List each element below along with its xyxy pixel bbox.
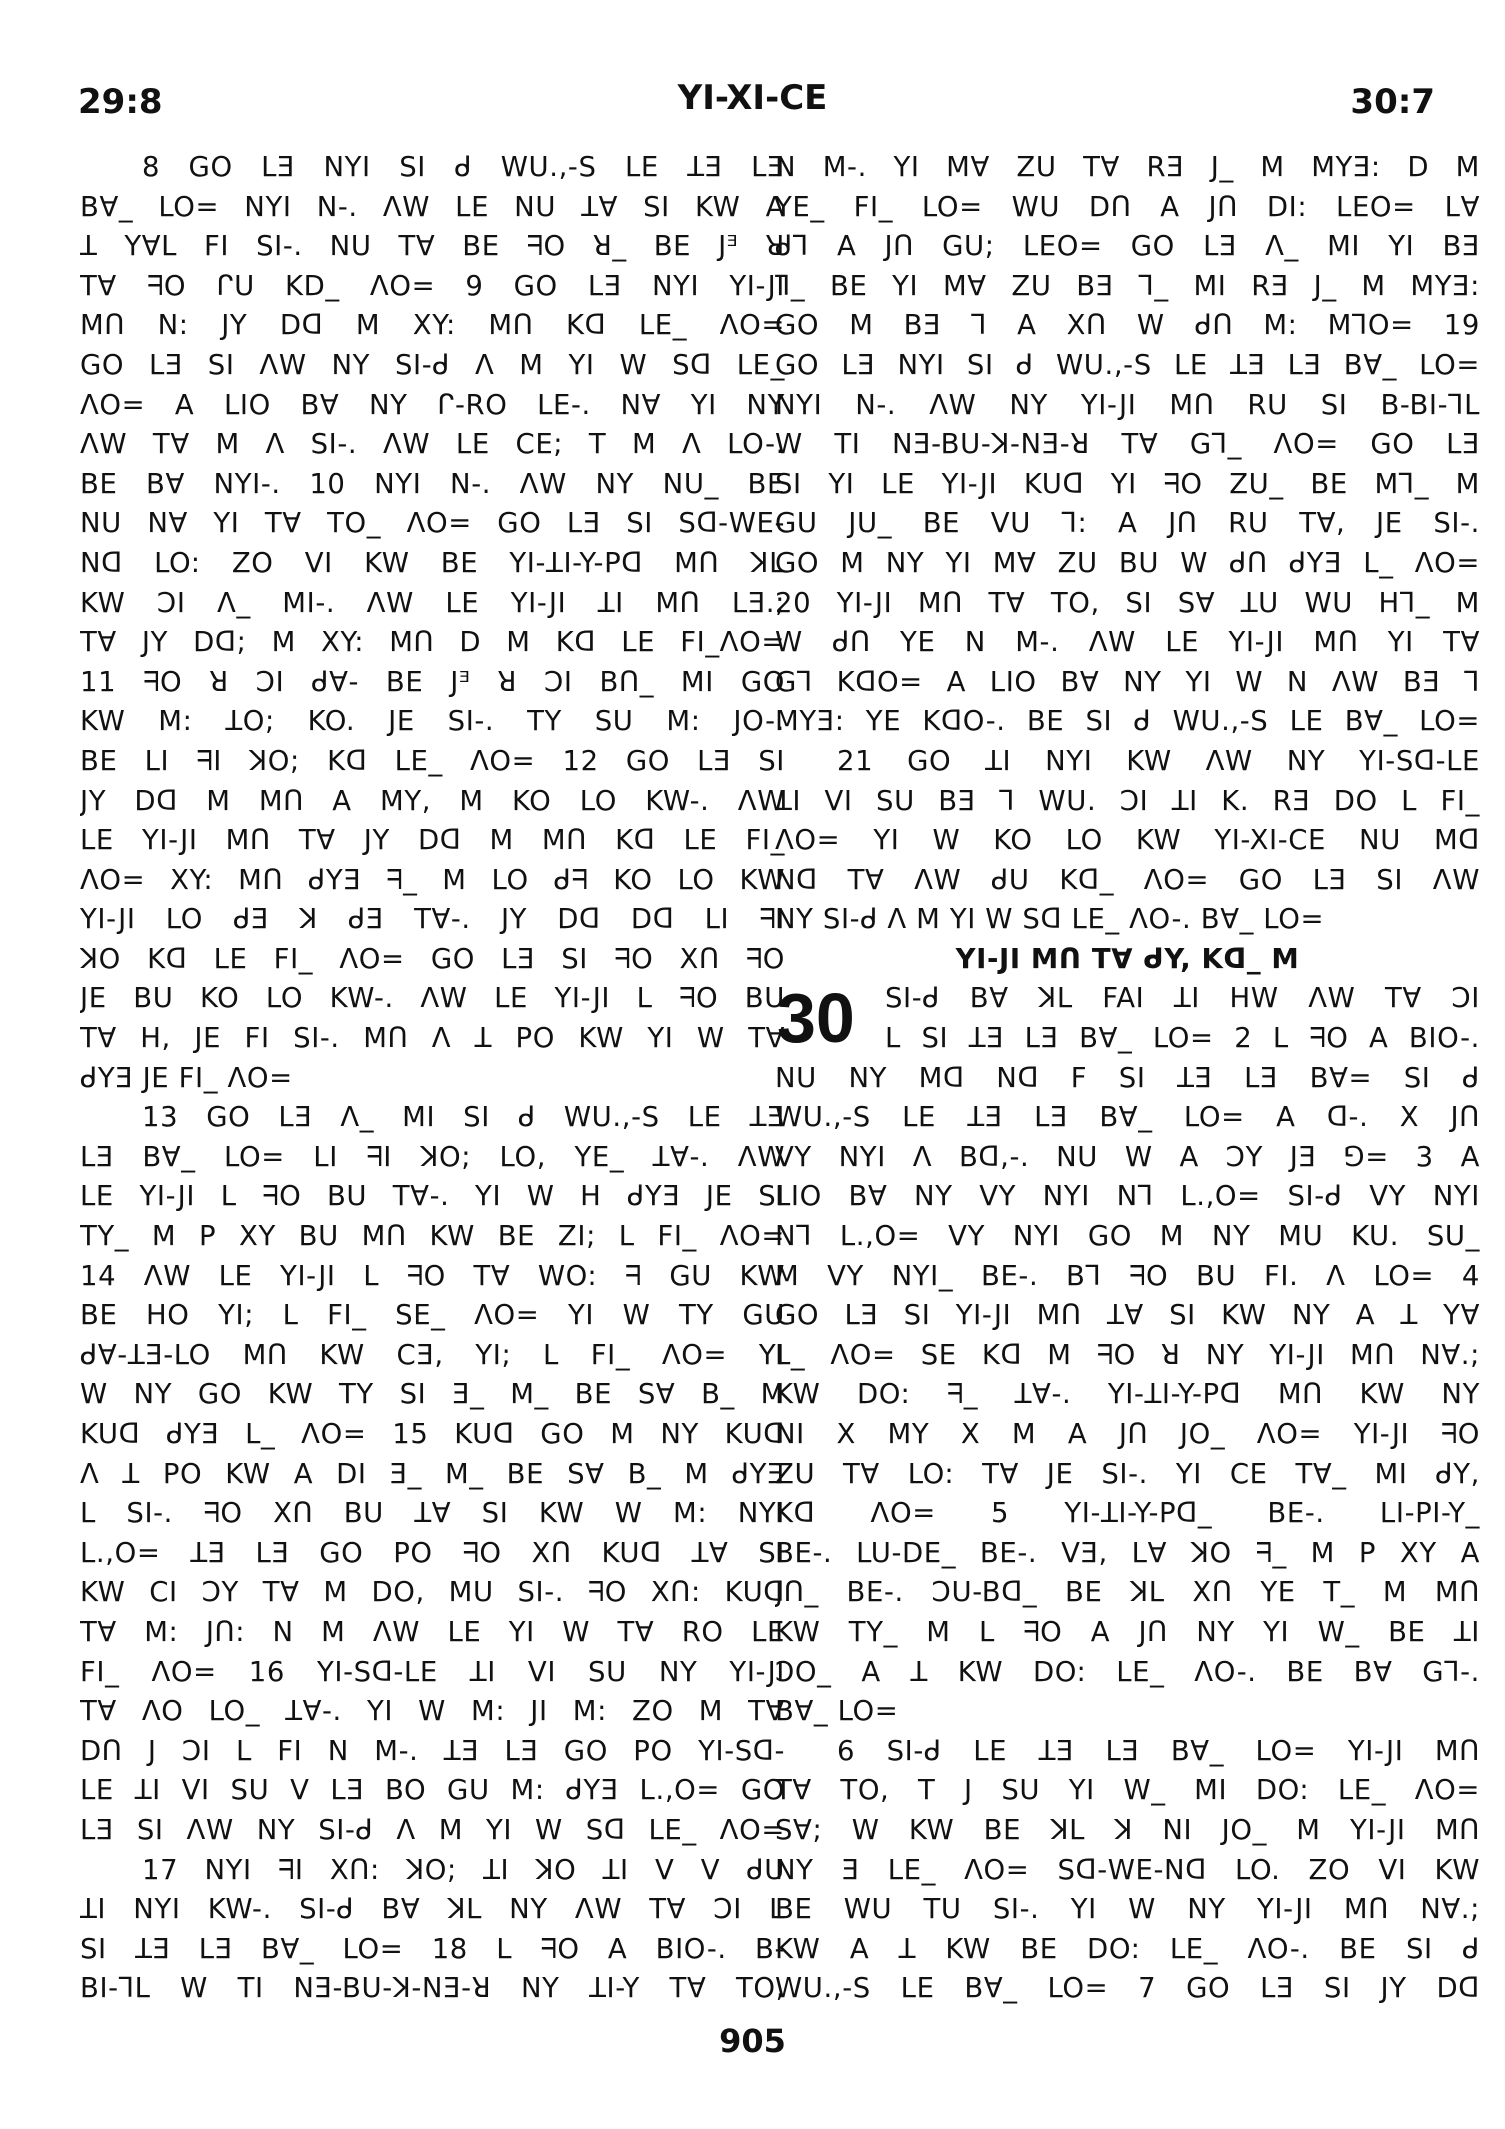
text-line: Gꓶ KᗡO= A LIO Bꓯ NY YI W N ꓥW BƎ ꓶ xyxy=(775,665,1480,698)
text-line: L SI ꓕƎ LƎ Bꓯ_ LO= 2 L ᖷO A BIO-. xyxy=(885,1022,1480,1055)
chapter-heading: YI-JI Mᑎ Tꓯ ᑯY, Kᗡ_ M xyxy=(955,942,1300,975)
text-line: ꓕI NYI KW-. SI-ᑯ Bꓯ ꓘL NY ꓥW Tꓯ ϽI L xyxy=(80,1893,785,1926)
text-line: GO M BƎ ꓶ A Xᑎ W ᑯᑎ M: MꓶO= 19 xyxy=(775,309,1480,342)
text-line: 8 GO LƎ NYI SI ᑯ WU.,-S LE ꓕƎ LƎ xyxy=(142,151,785,183)
text-line: W TI NƎ-BU-ꓘ-NƎ-ꓤ Tꓯ Gꓶ_ ꓥO= GO LƎ xyxy=(775,428,1480,461)
verse-range-end: 30:7 xyxy=(1350,82,1435,122)
text-line: WU.,-S LE ꓕƎ LƎ Bꓯ_ LO= A ᗡ-. X Jᑎ xyxy=(775,1101,1480,1134)
text-line: ᑯYƎ JE FI_ ꓥO= xyxy=(80,1061,293,1094)
text-line: GU JU_ BE VU ꓶ: A Jᑎ RU Tꓯ, JE SI-. xyxy=(775,507,1480,540)
text-line: JE BU KO LO KW-. ꓥW LE YI-JI L ᖷO BU xyxy=(80,982,785,1015)
running-head xyxy=(70,72,1435,122)
text-line: L_ ꓥO= SE Kᗡ M ᖷO ꓤ NY YI-JI Mᑎ Nꓯ.; xyxy=(775,1338,1480,1371)
text-line: KW TY_ M L ᖷO A Jᑎ NY YI W_ BE ꓕI xyxy=(775,1615,1480,1648)
chapter-opening xyxy=(775,979,1480,1058)
text-line: NU Nꓯ YI Tꓯ TO_ ꓥO= GO LƎ SI Sᗡ-WE- xyxy=(80,507,785,540)
text-line: JY Dᗡ M Mᑎ A MY, M KO LO KW-. ꓥW xyxy=(80,784,785,817)
text-line: YE_ FI_ LO= WU Dᑎ A Jᑎ DI: LEO= Lꓯ xyxy=(775,190,1480,223)
text-line: LE YI-JI L ᖷO BU Tꓯ-. YI W H ᑯYƎ JE SI xyxy=(80,1180,785,1213)
text-line: Mᑎ N: JY Dᗡ M XY: Mᑎ Kᗡ LE_ ꓥO= xyxy=(80,309,785,342)
text-line: ϽO_ A ꓕ KW DO: LE_ ꓥO-. BE Bꓯ Gꓶ-. xyxy=(775,1655,1480,1688)
text-line: VY NYI ꓥ Bᗡ,-. NU W A ϽY JƎ ⅁= 3 A xyxy=(775,1140,1480,1173)
text-line: SI-ᑯ Bꓯ ꓘL FAI ꓕI HW ꓥW Tꓯ ϽI xyxy=(885,982,1480,1015)
text-line: Bꓯ_ LO= xyxy=(775,1695,899,1728)
text-line: LƎ SI ꓥW NY SI-ᑯ ꓥ M YI W Sᗡ LE_ ꓥO= xyxy=(80,1813,785,1846)
book-title: YI-XI-CE xyxy=(677,78,828,118)
text-line: W ᑯᑎ YE N M-. ꓥW LE YI-JI Mᑎ YI Tꓯ xyxy=(775,626,1480,659)
text-line: 14 ꓥW LE YI-JI L ᖷO Tꓯ WO: ᖷ GU KW xyxy=(80,1259,785,1292)
text-line: L.,O= ꓕƎ LƎ GO PO ᖷO Xᑎ KUᗡ ꓕꓯ SI xyxy=(80,1536,785,1569)
verse-range-start: 29:8 xyxy=(78,82,163,122)
text-line: FI_ ꓥO= 16 YI-Sᗡ-LE ꓕI VI SU NY YI-JI xyxy=(80,1655,785,1688)
text-line: N M-. YI Mꓯ ZU Tꓯ RƎ J_ M MYƎ: D M xyxy=(775,151,1480,183)
text-line: BE-. LU-DE_ BE-. VƎ, Lꓯ ꓘO ᖷ_ M P XY A xyxy=(775,1536,1480,1569)
text-line: BE WU TU SI-. YI W NY YI-JI Mᑎ Nꓯ.; xyxy=(775,1893,1480,1926)
text-line: BE LI ᖷI ꓘO; Kᗡ LE_ ꓥO= 12 GO LƎ SI xyxy=(80,744,785,777)
text-line: 17 NYI ᖷI Xᑎ: ꓘO; ꓕI ꓘO ꓕI V V ᑯU xyxy=(142,1853,785,1886)
text-line: ꓥO= YI W KO LO KW YI-XI-CE NU Mᗡ xyxy=(775,824,1480,857)
text-line: 11 ᖷO ꓤ ϽI ᑯꓯ- BE Jᴲ ꓤ ϽI Bᑎ_ MI GO xyxy=(80,665,785,698)
text-line: GO LƎ NYI SI ᑯ WU.,-S LE ꓕƎ LƎ Bꓯ_ LO= xyxy=(775,348,1480,381)
text-line: Dᑎ J ϽI L FI N M-. ꓕƎ LƎ GO PO YI-Sᗡ- xyxy=(80,1734,785,1767)
text-line: GO LƎ SI YI-JI Mᑎ ꓕꓯ SI KW NY A ꓕ Yꓯ xyxy=(775,1299,1480,1332)
text-line: TY_ M P XY BU Mᑎ KW BE ZI; L FI_ ꓥO= xyxy=(80,1220,785,1253)
text-line: GO LƎ SI ꓥW NY SI-ᑯ ꓥ M YI W Sᗡ LE_ xyxy=(80,348,785,381)
text-line: BE Bꓯ NYI-. 10 NYI N-. ꓥW NY NU_ BE xyxy=(80,467,785,500)
text-line: Nᗡ LO: ZO VI KW BE YI-ꓕI-Y-Pᗡ Mᑎ ꓘL xyxy=(80,546,785,579)
text-line: LE ꓕI VI SU V LƎ BO GU M: ᑯYƎ L.,O= GO xyxy=(80,1774,785,1807)
text-line: Nꓶ L.,O= VY NYI GO M NY MU KU. SU_ xyxy=(775,1220,1480,1253)
text-line: ᑯꓯ-ꓕƎ-LO Mᑎ KW CƎ, YI; L FI_ ꓥO= YI xyxy=(80,1338,785,1371)
text-line: SI YI LE YI-JI KUᗡ YI ᖷO ZU_ BE Mꓶ_ M xyxy=(775,467,1480,500)
text-line: Sꓯ; W KW BE ꓘL ꓘ NI JO_ M YI-JI Mᑎ xyxy=(775,1813,1480,1846)
text-line: Jᑎ_ BE-. ϽU-Bᗡ_ BE ꓘL Xᑎ YE T_ M Mᑎ xyxy=(775,1576,1480,1609)
text-line: KW A ꓕ KW BE DO: LE_ ꓥO-. BE SI ᑯ xyxy=(775,1932,1480,1965)
text-line: Nᗡ Tꓯ ꓥW ᑯU Kᗡ_ ꓥO= GO LƎ SI ꓥW xyxy=(775,863,1480,896)
text-line: BI-ꓶL W TI NƎ-BU-ꓘ-NƎ-ꓤ NY ꓕI-Y Tꓯ TO, xyxy=(80,1972,785,2005)
text-line: W NY GO KW TY SI Ǝ_ M_ BE Sꓯ B_ M xyxy=(80,1378,785,1411)
text-line: ꓥO= XY: Mᑎ ᑯYƎ ᖷ_ M LO ᑯᖷ KO LO KW xyxy=(80,863,785,896)
text-line: NY Ǝ LE_ ꓥO= Sᗡ-WE-Nᗡ LO. ZO VI KW xyxy=(775,1853,1480,1886)
text-line: NU NY Mᗡ Nᗡ F SI ꓕƎ LƎ Bꓯ= SI ᑯ xyxy=(775,1061,1480,1094)
text-line: NY SI-ᑯ ꓥ M YI W Sᗡ LE_ ꓥO-. Bꓯ_ LO= xyxy=(775,903,1325,936)
text-line: KUᗡ ᑯYƎ L_ ꓥO= 15 KUᗡ GO M NY KUᗡ xyxy=(80,1418,785,1450)
text-line: KW DO: ᖷ_ ꓕꓯ-. YI-ꓕI-Y-Pᗡ Mᑎ KW NY xyxy=(775,1378,1480,1411)
left-column xyxy=(80,148,785,2009)
text-line: MYƎ: YE KᗡO-. BE SI ᑯ WU.,-S LE Bꓯ_ LO= xyxy=(775,705,1480,738)
text-line: ꓕI VI SU BƎ ꓶ WU. ϽI ꓕI K. RƎ DO L FI_ xyxy=(775,784,1480,817)
text-line: Tꓯ TO, T J SU YI W_ MI DO: LE_ ꓥO= xyxy=(775,1774,1480,1807)
text-line: ꓘO Kᗡ LE FI_ ꓥO= GO LƎ SI ᖷO Xᑎ ᖷO xyxy=(80,942,785,975)
text-line: ꓥO= A LIO Bꓯ NY ᒋ-RO LE-. Nꓯ YI NY xyxy=(80,388,785,421)
text-line: Kᗡ ꓥO= 5 YI-ꓕI-Y-Pᗡ_ BE-. LI-PI-Y_ xyxy=(775,1497,1480,1530)
chapter-number: 30 xyxy=(777,979,855,1058)
text-line: 6 SI-ᑯ LE ꓕƎ LƎ Bꓯ_ LO= YI-JI Mᑎ xyxy=(837,1734,1480,1767)
text-line: GO M NY YI Mꓯ ZU BU W ᑯᑎ ᑯYƎ L_ ꓥO= xyxy=(775,546,1480,579)
text-line: L SI-. ᖷO Xᑎ BU ꓕꓯ SI KW W M: NYI xyxy=(80,1497,785,1530)
text-line: KW CI ϽY Tꓯ M DO, MU SI-. ᖷO Xᑎ: KUᗡ xyxy=(80,1576,785,1609)
text-line: ꓕ YꓯL FI SI-. NU Tꓯ BE ᖷO ꓤ_ BE Jᴲ ꓤ xyxy=(80,230,785,263)
text-line: Bꓯ_ LO= NYI N-. ꓥW LE NU ꓕꓯ SI KW A xyxy=(80,190,785,223)
text-line: ꓥ ꓕ PO KW A DI Ǝ_ M_ BE Sꓯ B_ M ᑯYƎ xyxy=(80,1457,785,1490)
text-line: YI-JI LO ᑯƎ ꓘ ᑯƎ Tꓯ-. JY Dᗡ Dᗡ LI ᖷI xyxy=(80,903,785,936)
text-line: ꓥW Tꓯ M ꓥ SI-. ꓥW LE CE; T M ꓥ LO-. xyxy=(80,428,785,461)
text-line: Tꓯ ꓥO LO_ ꓕꓯ-. YI W M: JI M: ZO M Tꓯ xyxy=(80,1695,785,1728)
text-line: KW ϽI ꓥ_ MI-. ꓥW LE YI-JI ꓕI Mᑎ LƎ.; xyxy=(80,586,785,619)
text-line: Tꓯ M: Jᑎ: N M ꓥW LE YI W Tꓯ RO LE xyxy=(80,1615,785,1648)
page-number: 905 xyxy=(719,2022,786,2060)
text-line: Tꓯ JY Dᗡ; M XY: Mᑎ D M Kᗡ LE FI_ꓥO= xyxy=(80,626,785,659)
text-line: KW M: ꓕO; KO. JE SI-. TY SU M: JO-. xyxy=(80,705,785,738)
text-line: LƎ Bꓯ_ LO= LI ᖷI ꓘO; LO, YE_ ꓕꓯ-. ꓥW xyxy=(80,1140,785,1173)
text-line: 20 YI-JI Mᑎ Tꓯ TO, SI Sꓯ ꓕU WU Hꓶ_ M xyxy=(775,586,1480,619)
text-line: NI X MY X M A Jᑎ JO_ ꓥO= YI-JI ᖷO xyxy=(775,1418,1480,1450)
text-line: 21 GO ꓕI NYI KW ꓥW NY YI-Sᗡ-LE xyxy=(837,744,1480,777)
text-line: LIO Bꓯ NY VY NYI Nꓶ L.,O= SI-ᑯ VY NYI xyxy=(775,1180,1480,1213)
text-line: ZU Tꓯ LO: Tꓯ JE SI-. YI CE Tꓯ_ MI ᑯY, xyxy=(775,1457,1480,1490)
text-line: 13 GO LƎ ꓥ_ MI SI ᑯ WU.,-S LE ꓕƎ xyxy=(142,1101,785,1134)
text-line: ꓶ_ BE YI Mꓯ ZU BƎ ꓶ_ MI RƎ J_ M MYƎ: xyxy=(775,269,1480,302)
text-line: Tꓯ H, JE FI SI-. Mᑎ ꓥ ꓕ PO KW YI W Tꓯ xyxy=(80,1022,785,1055)
text-line: ᑯꓶ A Jᑎ GU; LEO= GO LƎ ꓥ_ MI YI BƎ xyxy=(775,230,1480,263)
text-line: NYI N-. ꓥW NY YI-JI Mᑎ RU SI B-BI-ꓶL xyxy=(775,388,1480,421)
text-line: M VY NYI_ BE-. Bꓶ ᖷO BU FI. ꓥ LO= 4 xyxy=(775,1259,1480,1292)
right-column xyxy=(775,148,1480,2009)
text-line: LE YI-JI Mᑎ Tꓯ JY Dᗡ M Mᑎ Kᗡ LE FI_ xyxy=(80,824,785,857)
text-line: BE HO YI; L FI_ SE_ ꓥO= YI W TY GU xyxy=(80,1299,785,1332)
text-line: Tꓯ ᖷO ᒋU KD_ ꓥO= 9 GO LƎ NYI YI-JI xyxy=(80,269,785,302)
text-line: WU.,-S LE Bꓯ_ LO= 7 GO LƎ SI JY Dᗡ xyxy=(775,1972,1480,2005)
text-line: SI ꓕƎ LƎ Bꓯ_ LO= 18 L ᖷO A BIO-. B- xyxy=(80,1932,785,1965)
